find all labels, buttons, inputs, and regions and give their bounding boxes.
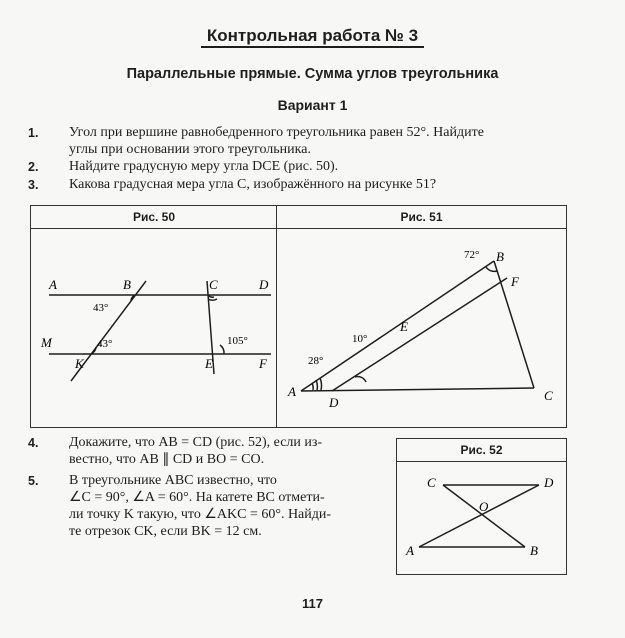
angle-28-label: 28°: [308, 355, 324, 367]
point-d-label: D: [259, 277, 269, 292]
segment-ad: [419, 485, 539, 547]
angle-72-label: 72°: [464, 249, 480, 261]
point-c-label: C: [544, 388, 553, 403]
point-b-label: B: [123, 277, 131, 292]
problem-1-number: 1.: [28, 126, 39, 140]
point-e-label: E: [400, 319, 408, 334]
figure-52-caption: Рис. 52: [397, 439, 566, 462]
figure-50-box: [30, 205, 278, 428]
point-f-label: F: [511, 274, 519, 289]
figure-52-diagram: [397, 439, 566, 574]
point-k-label: K: [75, 356, 84, 371]
point-m-label: M: [41, 335, 52, 350]
point-d-label: D: [329, 395, 339, 410]
point-a-label: A: [49, 277, 57, 292]
problem-3-number: 3.: [28, 178, 39, 192]
point-c-label: C: [209, 277, 218, 292]
figure-51-caption: Рис. 51: [277, 206, 566, 229]
angle-43-bottom-label: 43°: [97, 338, 113, 350]
problem-1-text: Угол при вершине равнобедренного треугольника равен 52°. Найдите углы при основании этого треугольника.: [69, 125, 484, 157]
point-a-label: A: [288, 384, 296, 399]
page-number: 117: [302, 596, 323, 611]
point-d-label: D: [544, 475, 554, 490]
problem-3-text: Какова градусная мера угла C, изображённого на рисунке 51?: [69, 177, 437, 192]
point-f-label: F: [259, 356, 267, 371]
figure-51-diagram: [277, 206, 566, 427]
angle-arc-e: [220, 345, 224, 354]
angle-43-top-label: 43°: [93, 302, 109, 314]
problem-4-number: 4.: [28, 436, 39, 450]
problem-2-number: 2.: [28, 160, 39, 174]
point-b-label: B: [530, 543, 538, 558]
figure-50-caption: Рис. 50: [31, 206, 277, 229]
figure-51-box: [276, 205, 567, 428]
problem-5-text: В треугольнике ABC известно, что ∠C = 90°, ∠A = 60°. На катете BC отмети- ли точку K такую, что ∠AKC = 60°. Найди- те отрезок CK, если BK = 12 см.: [69, 473, 332, 539]
segment-cb: [443, 485, 525, 547]
figure-50-diagram: [31, 206, 277, 427]
side-ab: [301, 261, 494, 391]
test-title: Контрольная работа № 3: [0, 26, 625, 46]
test-subtitle: Параллельные прямые. Сумма углов треугольника: [126, 66, 499, 82]
problem-5-number: 5.: [28, 474, 39, 488]
problem-2-text: Найдите градусную меру угла DCE (рис. 50).: [69, 159, 339, 174]
point-c-label: C: [427, 475, 436, 490]
point-b-label: B: [496, 249, 504, 264]
point-o-label: O: [479, 499, 489, 514]
angle-10-label: 10°: [352, 333, 368, 345]
angle-arc-c2: [208, 299, 217, 300]
point-a-label: A: [406, 543, 414, 558]
problem-4-text: Докажите, что AB = CD (рис. 52), если из- вестно, что AB ∥ CD и BO = CO.: [69, 435, 323, 467]
figure-52-box: [396, 438, 567, 575]
angle-105-label: 105°: [227, 335, 248, 347]
angle-arc-e: [355, 377, 366, 382]
point-e-label: E: [205, 356, 213, 371]
variant-label: Вариант 1: [277, 97, 348, 113]
